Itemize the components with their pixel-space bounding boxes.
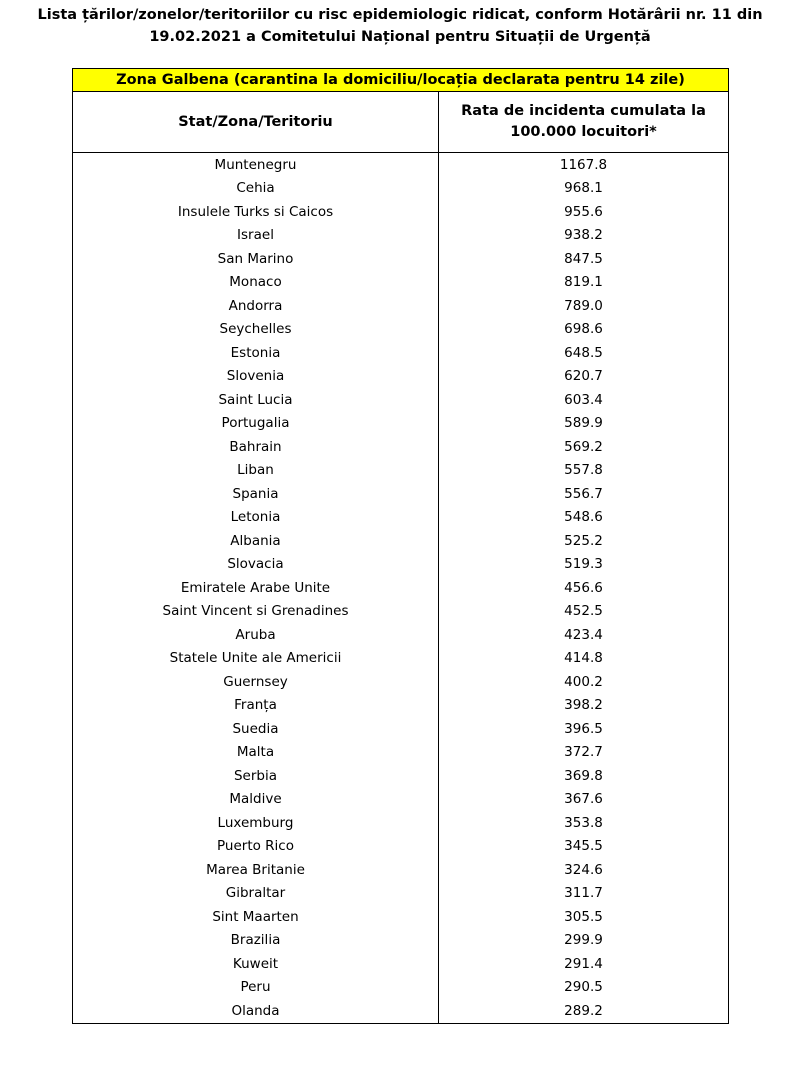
- table-body: [73, 153, 729, 1024]
- rate-cell: 648.5: [439, 341, 729, 365]
- table-row: [73, 388, 729, 412]
- country-cell: Estonia: [73, 341, 439, 365]
- country-cell: Emiratele Arabe Unite: [73, 576, 439, 600]
- rate-cell: 938.2: [439, 224, 729, 248]
- table-row: [73, 553, 729, 577]
- country-cell: Andorra: [73, 294, 439, 318]
- country-cell: San Marino: [73, 247, 439, 271]
- rate-cell: 698.6: [439, 318, 729, 342]
- table-row: [73, 459, 729, 483]
- country-cell: Marea Britanie: [73, 858, 439, 882]
- rate-cell: 968.1: [439, 177, 729, 201]
- table-row: [73, 365, 729, 389]
- rate-cell: 400.2: [439, 670, 729, 694]
- rate-cell: 1167.8: [439, 153, 729, 177]
- country-cell: Liban: [73, 459, 439, 483]
- rate-cell: 369.8: [439, 764, 729, 788]
- table-row: [73, 294, 729, 318]
- country-cell: Maldive: [73, 788, 439, 812]
- country-cell: Slovacia: [73, 553, 439, 577]
- header-row: [73, 92, 729, 153]
- rate-cell: 525.2: [439, 529, 729, 553]
- table-row: [73, 741, 729, 765]
- table-row: [73, 435, 729, 459]
- rate-cell: 289.2: [439, 999, 729, 1023]
- country-cell: Monaco: [73, 271, 439, 295]
- table-row: [73, 835, 729, 859]
- table-row: [73, 788, 729, 812]
- document-title: [0, 4, 800, 48]
- table-row: [73, 318, 729, 342]
- rate-cell: 548.6: [439, 506, 729, 530]
- rate-cell: 353.8: [439, 811, 729, 835]
- country-cell: Brazilia: [73, 929, 439, 953]
- country-cell: Aruba: [73, 623, 439, 647]
- table-row: [73, 271, 729, 295]
- country-cell: Saint Lucia: [73, 388, 439, 412]
- rate-cell: 324.6: [439, 858, 729, 882]
- country-cell: Albania: [73, 529, 439, 553]
- country-cell: Sint Maarten: [73, 905, 439, 929]
- table-row: [73, 882, 729, 906]
- table-row: [73, 811, 729, 835]
- table-row: [73, 200, 729, 224]
- rate-cell: 299.9: [439, 929, 729, 953]
- country-cell: Spania: [73, 482, 439, 506]
- header-rate: [439, 92, 729, 153]
- country-cell: Bahrain: [73, 435, 439, 459]
- country-cell: Israel: [73, 224, 439, 248]
- country-cell: Malta: [73, 741, 439, 765]
- rate-cell: 955.6: [439, 200, 729, 224]
- table-row: [73, 764, 729, 788]
- table-row: [73, 247, 729, 271]
- rate-cell: 589.9: [439, 412, 729, 436]
- rate-cell: 456.6: [439, 576, 729, 600]
- country-cell: Peru: [73, 976, 439, 1000]
- rate-cell: 569.2: [439, 435, 729, 459]
- rate-cell: 305.5: [439, 905, 729, 929]
- table-row: [73, 929, 729, 953]
- table-row: [73, 177, 729, 201]
- rate-cell: 414.8: [439, 647, 729, 671]
- table-row: [73, 717, 729, 741]
- country-cell: Serbia: [73, 764, 439, 788]
- header-country: [73, 92, 439, 153]
- country-cell: Puerto Rico: [73, 835, 439, 859]
- title-line-1: Lista țărilor/zonelor/teritoriilor cu risc epidemiologic ridicat, conform Hotărârii nr. 11 din: [37, 7, 763, 23]
- country-cell: Guernsey: [73, 670, 439, 694]
- table-row: [73, 670, 729, 694]
- rate-cell: 789.0: [439, 294, 729, 318]
- table-row: [73, 647, 729, 671]
- country-cell: Muntenegru: [73, 153, 439, 177]
- title-line-2: 19.02.2021 a Comitetului Național pentru Situații de Urgență: [149, 29, 651, 45]
- table-row: [73, 976, 729, 1000]
- table-row: [73, 153, 729, 177]
- rate-cell: 557.8: [439, 459, 729, 483]
- country-cell: Seychelles: [73, 318, 439, 342]
- rate-cell: 372.7: [439, 741, 729, 765]
- rate-cell: 345.5: [439, 835, 729, 859]
- country-cell: Luxemburg: [73, 811, 439, 835]
- country-cell: Saint Vincent si Grenadines: [73, 600, 439, 624]
- country-cell: Franța: [73, 694, 439, 718]
- rate-cell: 452.5: [439, 600, 729, 624]
- table-row: [73, 412, 729, 436]
- table-row: [73, 341, 729, 365]
- rate-cell: 367.6: [439, 788, 729, 812]
- rate-cell: 620.7: [439, 365, 729, 389]
- rate-cell: 290.5: [439, 976, 729, 1000]
- country-cell: Cehia: [73, 177, 439, 201]
- country-cell: Portugalia: [73, 412, 439, 436]
- zone-banner-row: [73, 69, 729, 92]
- country-cell: Slovenia: [73, 365, 439, 389]
- country-cell: Kuweit: [73, 952, 439, 976]
- country-cell: Letonia: [73, 506, 439, 530]
- table-row: [73, 482, 729, 506]
- country-cell: Insulele Turks si Caicos: [73, 200, 439, 224]
- country-cell: Suedia: [73, 717, 439, 741]
- table-row: [73, 905, 729, 929]
- rate-cell: 556.7: [439, 482, 729, 506]
- table-row: [73, 952, 729, 976]
- table-row: [73, 529, 729, 553]
- table-row: [73, 506, 729, 530]
- rate-cell: 396.5: [439, 717, 729, 741]
- risk-countries-table: [72, 68, 729, 1024]
- rate-cell: 398.2: [439, 694, 729, 718]
- table-row: [73, 999, 729, 1023]
- rate-cell: 311.7: [439, 882, 729, 906]
- rate-cell: 423.4: [439, 623, 729, 647]
- table-row: [73, 623, 729, 647]
- header-country-label: Stat/Zona/Teritoriu: [178, 113, 333, 130]
- rate-cell: 819.1: [439, 271, 729, 295]
- table-row: [73, 224, 729, 248]
- country-cell: Statele Unite ale Americii: [73, 647, 439, 671]
- rate-cell: 519.3: [439, 553, 729, 577]
- country-cell: Gibraltar: [73, 882, 439, 906]
- country-cell: Olanda: [73, 999, 439, 1023]
- table-row: [73, 576, 729, 600]
- header-rate-label: Rata de incidenta cumulata la 100.000 locuitori*: [461, 103, 706, 140]
- rate-cell: 847.5: [439, 247, 729, 271]
- table-row: [73, 600, 729, 624]
- table-row: [73, 858, 729, 882]
- zone-banner: Zona Galbena (carantina la domiciliu/locația declarata pentru 14 zile): [73, 69, 729, 92]
- rate-cell: 603.4: [439, 388, 729, 412]
- table-row: [73, 694, 729, 718]
- rate-cell: 291.4: [439, 952, 729, 976]
